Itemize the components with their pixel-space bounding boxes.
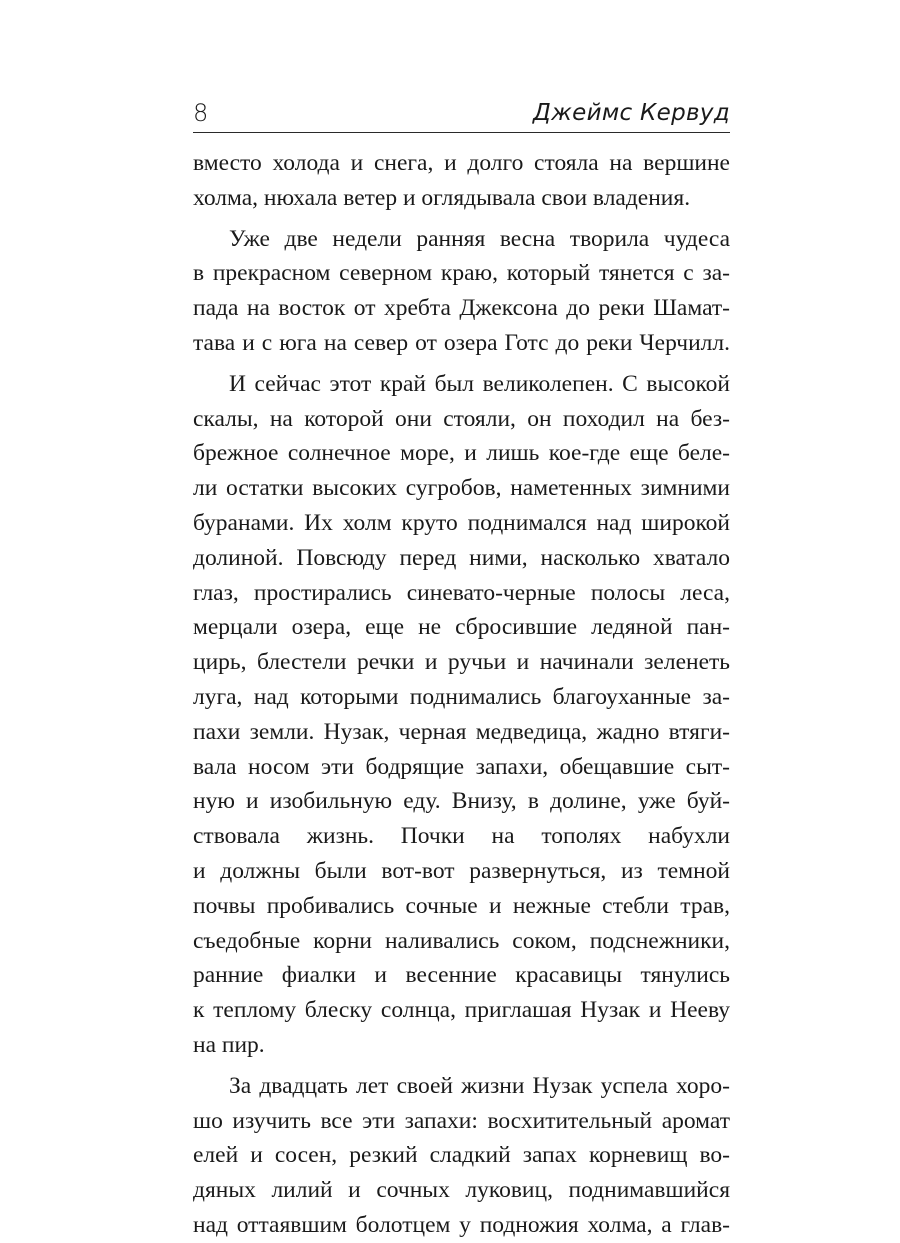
text-line: тава и с юга на север от озера Готс до реки Черчилл. (193, 329, 730, 356)
text-line: на пир. (193, 1031, 265, 1058)
text-line: почвы пробивались сочные и нежные стебли трав, (193, 892, 730, 919)
body-text (193, 146, 730, 1243)
text-line: луга, над которыми поднимались благоуханные за- (193, 683, 730, 710)
text-line: долиной. Повсюду перед ними, насколько хватало (193, 544, 730, 571)
text-line: цирь, блестели речки и ручьи и начинали зеленеть (193, 649, 730, 676)
paragraph (193, 146, 730, 216)
text-line: холма, нюхала ветер и оглядывала свои владения. (193, 184, 691, 211)
text-line: ствовала жизнь. Почки на тополях набухли (193, 823, 730, 850)
text-line: пада на восток от хребта Джексона до реки Шамат- (193, 295, 730, 322)
text-line: шо изучить все эти запахи: восхитительный аромат (193, 1107, 730, 1134)
text-line: дяных лилий и сочных луковиц, поднимавшийся (193, 1177, 730, 1204)
text-line: Уже две недели ранняя весна творила чудеса (229, 225, 730, 252)
text-line: ли остатки высоких сугробов, наметенных зимними (193, 475, 730, 502)
page-number: 8 (193, 99, 209, 127)
text-line: и должны были вот-вот развернуться, из темной (193, 857, 730, 884)
text-line: елей и сосен, резкий сладкий запах корневищ во- (193, 1142, 730, 1169)
text-line: над оттаявшим болотцем у подножия холма, а глав- (193, 1211, 730, 1238)
paragraph (193, 367, 730, 1063)
text-line: буранами. Их холм круто поднимался над широкой (193, 509, 730, 536)
text-line: За двадцать лет своей жизни Нузак успела хоро- (229, 1072, 730, 1099)
text-line: брежное солнечное море, и лишь кое-где еще беле- (193, 440, 730, 467)
text-line: скалы, на которой они стояли, он походил на без- (193, 405, 730, 432)
text-line: пахи земли. Нузак, черная медведица, жадно втяги- (193, 718, 730, 745)
header-rule (193, 132, 730, 133)
paragraph (193, 222, 730, 361)
text-line: вместо холода и снега, и долго стояла на вершине (193, 150, 730, 176)
text-line: ранние фиалки и весенние красавицы тянулись (193, 962, 730, 989)
author-name: Джеймс Кервуд (532, 100, 730, 126)
text-line: вала носом эти бодрящие запахи, обещавшие сыт- (193, 753, 730, 780)
text-line: в прекрасном северном краю, который тянется с за- (193, 260, 730, 287)
text-line: мерцали озера, еще не сбросившие ледяной пан- (193, 614, 730, 641)
text-line: к теплому блеску солнца, приглашая Нузак и Нееву (193, 997, 730, 1024)
text-line: И сейчас этот край был великолепен. С высокой (229, 370, 730, 397)
running-head (193, 98, 730, 132)
text-line: съедобные корни наливались соком, подснежники, (193, 927, 730, 954)
text-line: глаз, простирались синевато-черные полосы леса, (193, 579, 730, 606)
paragraph (193, 1069, 730, 1243)
text-line: ную и изобильную еду. Внизу, в долине, уже буй- (193, 788, 730, 815)
